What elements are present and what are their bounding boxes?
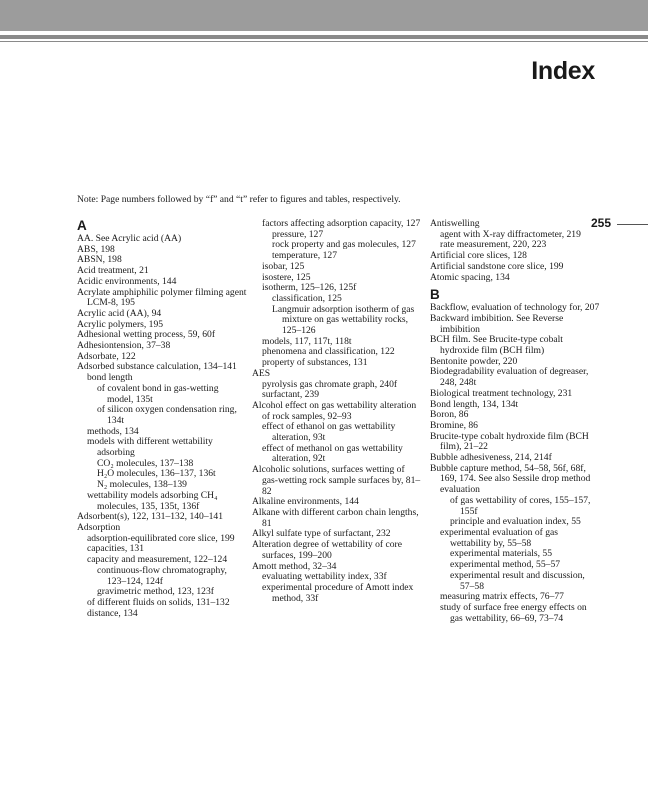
page-number: 255 <box>591 216 612 230</box>
index-subentry: experimental evaluation of gas wettability by, 55–58 <box>440 526 559 549</box>
index-subentry: wettability models adsorbing CH₄ molecules, 135, 135t, 136f <box>87 489 218 512</box>
index-subentry: surfactant, 239 <box>262 389 320 401</box>
index-subentry: N₂ molecules, 138–139 <box>97 479 187 491</box>
index-entry: Bubble adhesiveness, 214, 214f <box>430 452 552 464</box>
index-entry: Adsorption <box>77 521 121 533</box>
index-entry: Alcohol effect on gas wettability alteration of rock samples, 92–93 <box>252 399 417 422</box>
index-entry: AES <box>252 367 271 379</box>
index-entry: Antiswelling <box>430 218 480 229</box>
index-entry: Backflow, evaluation of technology for, 207 <box>430 302 600 314</box>
index-entry: Adhesional wetting process, 59, 60f <box>77 329 216 341</box>
index-entry: Artificial sandstone core slice, 199 <box>430 260 564 272</box>
index-subentry: measuring matrix effects, 76–77 <box>440 591 564 603</box>
section-letter: A <box>77 218 87 233</box>
index-subentry: bond length <box>87 372 133 384</box>
index-entry: ABS, 198 <box>77 243 115 255</box>
index-subentry: of silicon oxygen condensation ring, 134t <box>97 404 237 426</box>
index-subentry: methods, 134 <box>87 425 139 437</box>
index-subentry: property of substances, 131 <box>262 357 368 369</box>
index-subentry: agent with X-ray diffractometer, 219 <box>440 228 581 240</box>
index-subentry: pyrolysis gas chromate graph, 240f <box>262 378 398 390</box>
index-subentry: experimental result and discussion, 57–58 <box>450 569 585 592</box>
index-entry: Atomic spacing, 134 <box>430 271 510 283</box>
index-entry: Alteration degree of wettability of core surfaces, 199–200 <box>252 539 402 561</box>
index-subentry: evaluating wettability index, 33f <box>262 571 387 583</box>
index-entry: Alkaline environments, 144 <box>252 496 359 508</box>
index-subentry: rate measurement, 220, 223 <box>440 239 547 251</box>
index-entry: Bond length, 134, 134t <box>430 398 519 410</box>
index-subentry: isostere, 125 <box>262 271 311 283</box>
index-entry: Acrylic acid (AA), 94 <box>77 307 162 319</box>
index-entry: Alkyl sulfate type of surfactant, 232 <box>252 528 391 540</box>
index-entry: Adsorbent(s), 122, 131–132, 140–141 <box>77 511 224 523</box>
index-entry: Adsorbed substance calculation, 134–141 <box>77 361 237 373</box>
header-rule-thin <box>0 41 648 42</box>
index-subentry: pressure, 127 <box>272 228 324 240</box>
index-subentry: CO₂ molecules, 137–138 <box>97 457 194 469</box>
index-subentry: experimental method, 55–57 <box>450 559 561 571</box>
index-column-3 <box>430 219 600 624</box>
page-number-rule <box>617 224 648 225</box>
index-subentry: classification, 125 <box>272 292 342 304</box>
index-entry: BCH film. See Brucite-type cobalt hydroxide film (BCH film) <box>430 334 563 357</box>
index-subentry: models with different wettability adsorbing <box>87 436 213 459</box>
index-subentry: of covalent bond in gas-wetting model, 135t <box>97 382 219 405</box>
index-subentry: rock property and gas molecules, 127 <box>272 239 416 251</box>
section-letter: B <box>430 287 440 303</box>
index-entry: Adsorbate, 122 <box>77 350 136 362</box>
index-entry: Alkane with different carbon chain lengths, 81 <box>252 506 419 529</box>
index-subentry: effect of methanol on gas wettability alteration, 92t <box>262 442 403 465</box>
index-entry: Bromine, 86 <box>430 419 478 431</box>
index-subentry: study of surface free energy effects on gas wettability, 66–69, 73–74 <box>440 601 587 624</box>
index-subentry: isotherm, 125–126, 125f <box>262 282 357 294</box>
index-subentry: experimental materials, 55 <box>450 548 553 560</box>
index-note: Note: Page numbers followed by “f” and “t” refer to figures and tables, respectively. <box>77 194 401 205</box>
index-entry: Bentonite powder, 220 <box>430 355 518 367</box>
index-subentry: principle and evaluation index, 55 <box>450 516 581 528</box>
index-entry: Boron, 86 <box>430 409 469 421</box>
index-subentry: factors affecting adsorption capacity, 127 <box>262 218 421 229</box>
index-subentry: gravimetric method, 123, 123f <box>97 586 214 598</box>
index-subentry: effect of ethanol on gas wettability alteration, 93t <box>262 421 396 444</box>
index-entry: Backward imbibition. See Reverse imbibition <box>430 312 564 335</box>
index-subentry: experimental procedure of Amott index method, 33f <box>262 581 414 604</box>
index-subentry: capacity and measurement, 122–124 <box>87 554 228 566</box>
index-entry: Acrylate amphiphilic polymer filming agent LCM-8, 195 <box>77 286 247 309</box>
index-subentry: H₂O molecules, 136–137, 136t <box>97 468 216 480</box>
header-bar <box>0 0 648 31</box>
index-column-1 <box>77 219 247 619</box>
page-title: Index <box>531 57 595 85</box>
index-subentry: temperature, 127 <box>272 250 337 262</box>
index-subentry: of gas wettability of cores, 155–157, 155f <box>450 494 591 517</box>
index-subentry: evaluation <box>440 484 480 496</box>
index-entry: Adhesiontension, 37–38 <box>77 340 171 352</box>
index-subentry: adsorption-equilibrated core slice, 199 <box>87 532 235 544</box>
index-subentry: models, 117, 117t, 118t <box>262 335 352 347</box>
index-subentry: distance, 134 <box>87 607 138 619</box>
header-rule-thick <box>0 35 648 39</box>
index-entry: Brucite-type cobalt hydroxide film (BCH film), 21–22 <box>430 430 589 453</box>
index-subentry: capacities, 131 <box>87 543 145 555</box>
index-subentry: continuous-flow chromatography, 123–124, 124f <box>97 564 227 587</box>
index-entry: AA. See Acrylic acid (AA) <box>77 233 182 244</box>
index-entry: Acrylic polymers, 195 <box>77 318 164 330</box>
index-entry: ABSN, 198 <box>77 254 122 266</box>
index-entry: Bubble capture method, 54–58, 56f, 68f, 169, 174. See also Sessile drop method <box>430 462 591 485</box>
index-subentry: of different fluids on solids, 131–132 <box>87 596 230 608</box>
index-entry: Biodegradability evaluation of degreaser, 248, 248t <box>430 366 589 389</box>
index-entry: Artificial core slices, 128 <box>430 250 527 262</box>
index-entry: Acidic environments, 144 <box>77 275 177 287</box>
index-subentry: Langmuir adsorption isotherm of gas mixture on gas wettability rocks, 125–126 <box>272 303 415 337</box>
index-subentry: phenomena and classification, 122 <box>262 346 395 358</box>
index-entry: Amott method, 32–34 <box>252 560 337 572</box>
index-column-2 <box>252 219 422 604</box>
index-subentry: isobar, 125 <box>262 260 305 272</box>
index-entry: Acid treatment, 21 <box>77 265 149 277</box>
index-entry: Biological treatment technology, 231 <box>430 387 573 399</box>
index-entry: Alcoholic solutions, surfaces wetting of gas-wetting rock sample surfaces by, 81–82 <box>252 464 421 497</box>
